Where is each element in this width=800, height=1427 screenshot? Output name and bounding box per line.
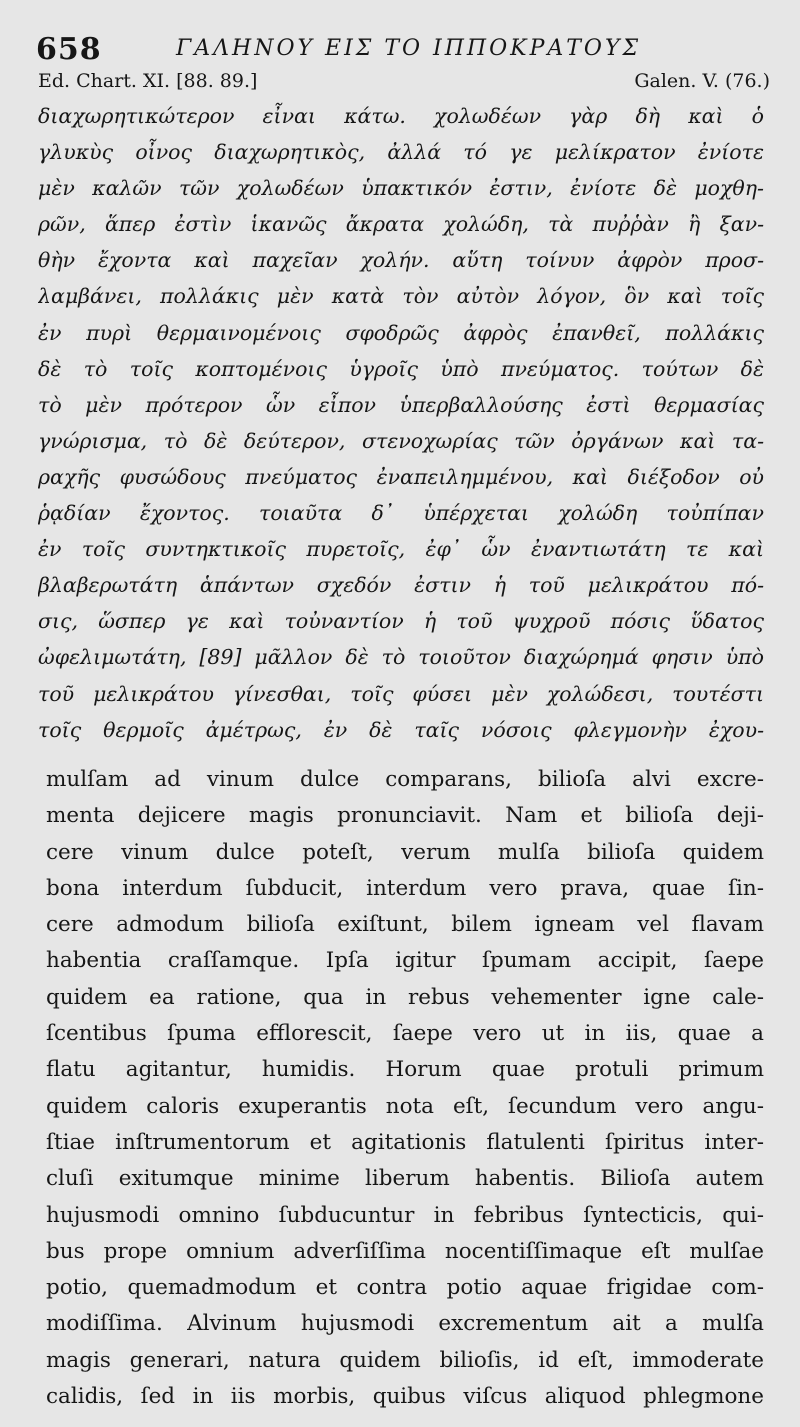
greek-text-line: ὠφελιμωτάτη, [89] μᾶλλον δὲ τὸ τοιοῦτον διαχώρημά φησιν ὑπὸ [38, 645, 764, 670]
latin-text-line: quidem caloris exuperantis nota eſt, ſecundum vero angu- [46, 1093, 764, 1119]
greek-text-line: γνώρισμα, τὸ δὲ δεύτερον, στενοχωρίας τῶν ὀργάνων καὶ τα- [38, 428, 764, 453]
page-header [36, 30, 770, 66]
greek-text-line: ἐν τοῖς συντηκτικοῖς πυρετοῖς, ἐφ᾽ ὧν ἐναντιωτάτη τε καὶ [38, 537, 764, 562]
page-number: 658 [36, 32, 102, 67]
latin-text-line: mulſam ad vinum dulce comparans, bilioſa alvi excre- [46, 767, 764, 792]
greek-text-line: μὲν καλῶν τῶν χολωδέων ὑπακτικόν ἐστιν, ἐνίοτε δὲ μοχθη- [38, 176, 764, 201]
latin-text-line: quidem ea ratione, qua in rebus vehementer igne cale- [46, 984, 764, 1010]
latin-text-line: bona interdum ſubducit, interdum vero prava, quae ſin- [46, 875, 764, 901]
greek-text-line: ἐν πυρὶ θερμαινομένοις σφοδρῶς ἀφρὸς ἐπανθεῖ, πολλάκις [38, 320, 764, 345]
greek-text-line: ῥᾳδίαν ἔχοντος. τοιαῦτα δ᾽ ὑπέρχεται χολώδη τοὐπίπαν [38, 501, 764, 526]
greek-text-line: γλυκὺς οἶνος διαχωρητικὸς, ἀλλά τό γε μελίκρατον ἐνίοτε [38, 140, 764, 165]
latin-text-line: magis generari, natura quidem bilioſis, id eſt, immoderate [46, 1347, 764, 1373]
latin-text-line: cluſi exitumque minime liberum habentis. Bilioſa autem [46, 1166, 764, 1192]
greek-text-line: λαμβάνει, πολλάκις μὲν κατὰ τὸν αὐτὸν λόγον, ὃν καὶ τοῖς [38, 284, 764, 309]
greek-text-line: τοῖς θερμοῖς ἀμέτρως, ἐν δὲ ταῖς νόσοις φλεγμονὴν ἐχου- [38, 717, 764, 742]
edition-references [38, 70, 770, 98]
latin-text-line: habentia craſſamque. Ipſa igitur ſpumam accipit, ſaepe [46, 948, 764, 974]
kuhn-edition-reference: Galen. V. (76.) [634, 70, 770, 92]
latin-text-line: bus prope omnium adverſiſſima nocentiſſimaque eſt mulſae [46, 1238, 764, 1264]
latin-text-line: hujusmodi omnino ſubducuntur in febribus ſyntecticis, qui- [46, 1202, 764, 1228]
greek-text-line: βλαβερωτάτη ἁπάντων σχεδόν ἐστιν ἡ τοῦ μελικράτου πό- [38, 573, 764, 598]
latin-text-line: modiſſima. Alvinum hujusmodi excrementum ait a mulſa [46, 1311, 764, 1337]
latin-text-line: ſtiae inſtrumentorum et agitationis flatulenti ſpiritus inter- [46, 1129, 764, 1155]
greek-text-line: δὲ τὸ τοῖς κοπτομένοις ὑγροῖς ὑπὸ πνεύματος. τούτων δὲ [38, 356, 764, 381]
latin-text-block [46, 762, 764, 1415]
greek-text-line: διαχωρητικώτερον εἶναι κάτω. χολωδέων γὰρ δὴ καὶ ὁ [38, 104, 764, 128]
latin-text-line: ſcentibus ſpuma efflorescit, ſaepe vero ut in iis, quae a [46, 1021, 764, 1047]
greek-text-line: ραχῆς φυσώδους πνεύματος ἐναπειλημμένου, καὶ διέξοδον οὐ [38, 464, 764, 489]
latin-text-line: cere vinum dulce poteſt, verum mulſa bilioſa quidem [46, 839, 764, 865]
greek-text-line: τοῦ μελικράτου γίνεσθαι, τοῖς φύσει μὲν χολώδεσι, τουτέστι [38, 681, 764, 706]
greek-text-line: σις, ὥσπερ γε καὶ τοὐναντίον ἡ τοῦ ψυχροῦ πόσις ὕδατος [38, 609, 764, 634]
greek-text-block [38, 98, 764, 748]
greek-text-line: τὸ μὲν πρότερον ὧν εἶπον ὑπερβαλλούσης ἐστὶ θερμασίας [38, 392, 764, 417]
latin-text-line: flatu agitantur, humidis. Horum quae protuli primum [46, 1057, 764, 1083]
latin-text-line: cere admodum bilioſa exiſtunt, bilem igneam vel flavam [46, 912, 764, 938]
chartier-edition-reference: Ed. Chart. XI. [88. 89.] [38, 70, 258, 92]
latin-text-line: menta dejicere magis pronunciavit. Nam et bilioſa deji- [46, 803, 764, 829]
latin-text-line: potio, quemadmodum et contra potio aquae frigidae com- [46, 1275, 764, 1301]
greek-text-line: ρῶν, ἅπερ ἐστὶν ἱκανῶς ἄκρατα χολώδη, τὰ πυῤῥὰν ἢ ξαν- [38, 212, 764, 237]
greek-text-line: θὴν ἔχοντα καὶ παχεῖαν χολήν. αὕτη τοίνυν ἀφρὸν προσ- [38, 248, 764, 273]
running-title: ΓΑΛΗΝΟΥ ΕΙΣ ΤΟ ΙΠΠΟΚΡΑΤΟΥΣ [176, 36, 642, 61]
latin-text-line: calidis, ſed in iis morbis, quibus viſcus aliquod phlegmone [46, 1384, 764, 1410]
